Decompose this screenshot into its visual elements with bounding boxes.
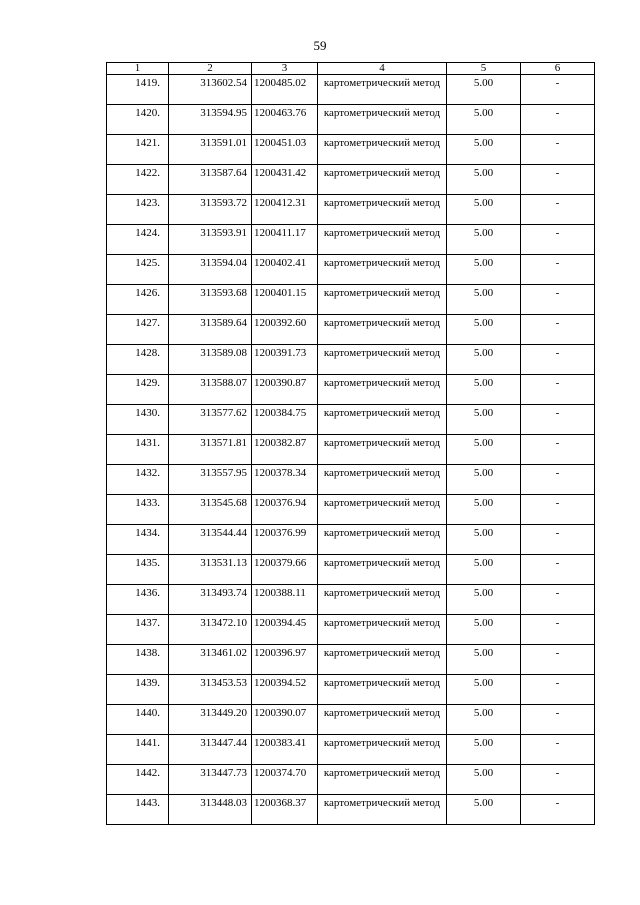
table-row xyxy=(107,165,595,195)
header-col-1: 1 xyxy=(107,63,169,75)
cell-method: картометрический метод xyxy=(318,435,447,465)
table-row xyxy=(107,195,595,225)
cell-note: - xyxy=(521,225,595,255)
table-row xyxy=(107,675,595,705)
cell-coord-y: 1200412.31 xyxy=(252,195,318,225)
cell-point-number: 1442. xyxy=(107,765,169,795)
cell-coord-x: 313544.44 xyxy=(169,525,252,555)
cell-coord-x: 313571.81 xyxy=(169,435,252,465)
cell-coord-x: 313589.08 xyxy=(169,345,252,375)
cell-method: картометрический метод xyxy=(318,195,447,225)
cell-coord-y: 1200379.66 xyxy=(252,555,318,585)
cell-point-number: 1421. xyxy=(107,135,169,165)
table-header-row xyxy=(107,63,595,75)
cell-accuracy: 5.00 xyxy=(447,75,521,105)
cell-method: картометрический метод xyxy=(318,105,447,135)
cell-accuracy: 5.00 xyxy=(447,645,521,675)
cell-coord-x: 313472.10 xyxy=(169,615,252,645)
cell-note: - xyxy=(521,735,595,765)
cell-point-number: 1440. xyxy=(107,705,169,735)
cell-note: - xyxy=(521,405,595,435)
table-row xyxy=(107,255,595,285)
table-row xyxy=(107,735,595,765)
table-body xyxy=(107,75,595,825)
cell-note: - xyxy=(521,375,595,405)
table-row xyxy=(107,75,595,105)
table-row xyxy=(107,285,595,315)
cell-point-number: 1430. xyxy=(107,405,169,435)
cell-coord-y: 1200376.94 xyxy=(252,495,318,525)
cell-accuracy: 5.00 xyxy=(447,765,521,795)
table-row xyxy=(107,645,595,675)
cell-note: - xyxy=(521,165,595,195)
table-row xyxy=(107,405,595,435)
cell-coord-y: 1200451.03 xyxy=(252,135,318,165)
cell-coord-x: 313461.02 xyxy=(169,645,252,675)
cell-coord-x: 313602.54 xyxy=(169,75,252,105)
cell-point-number: 1433. xyxy=(107,495,169,525)
cell-coord-y: 1200394.45 xyxy=(252,615,318,645)
cell-note: - xyxy=(521,255,595,285)
cell-accuracy: 5.00 xyxy=(447,225,521,255)
cell-point-number: 1434. xyxy=(107,525,169,555)
cell-point-number: 1419. xyxy=(107,75,169,105)
cell-method: картометрический метод xyxy=(318,405,447,435)
cell-note: - xyxy=(521,315,595,345)
cell-point-number: 1422. xyxy=(107,165,169,195)
cell-accuracy: 5.00 xyxy=(447,105,521,135)
cell-method: картометрический метод xyxy=(318,795,447,825)
cell-note: - xyxy=(521,135,595,165)
table-row xyxy=(107,525,595,555)
cell-point-number: 1423. xyxy=(107,195,169,225)
cell-note: - xyxy=(521,75,595,105)
cell-coord-y: 1200382.87 xyxy=(252,435,318,465)
cell-coord-x: 313531.13 xyxy=(169,555,252,585)
cell-method: картометрический метод xyxy=(318,735,447,765)
cell-coord-y: 1200401.15 xyxy=(252,285,318,315)
header-col-3: 3 xyxy=(252,63,318,75)
cell-accuracy: 5.00 xyxy=(447,615,521,645)
header-col-5: 5 xyxy=(447,63,521,75)
cell-point-number: 1425. xyxy=(107,255,169,285)
cell-coord-y: 1200383.41 xyxy=(252,735,318,765)
table-row xyxy=(107,135,595,165)
cell-accuracy: 5.00 xyxy=(447,405,521,435)
cell-method: картометрический метод xyxy=(318,75,447,105)
cell-accuracy: 5.00 xyxy=(447,795,521,825)
cell-method: картометрический метод xyxy=(318,585,447,615)
cell-method: картометрический метод xyxy=(318,135,447,165)
table-row xyxy=(107,465,595,495)
cell-coord-x: 313545.68 xyxy=(169,495,252,525)
cell-coord-y: 1200374.70 xyxy=(252,765,318,795)
cell-accuracy: 5.00 xyxy=(447,495,521,525)
cell-method: картометрический метод xyxy=(318,315,447,345)
cell-accuracy: 5.00 xyxy=(447,585,521,615)
cell-note: - xyxy=(521,765,595,795)
cell-note: - xyxy=(521,645,595,675)
cell-note: - xyxy=(521,795,595,825)
cell-note: - xyxy=(521,435,595,465)
cell-coord-y: 1200390.07 xyxy=(252,705,318,735)
table-row xyxy=(107,495,595,525)
cell-note: - xyxy=(521,555,595,585)
cell-method: картометрический метод xyxy=(318,375,447,405)
cell-coord-x: 313449.20 xyxy=(169,705,252,735)
cell-note: - xyxy=(521,585,595,615)
cell-coord-x: 313593.91 xyxy=(169,225,252,255)
table-row xyxy=(107,315,595,345)
cell-method: картометрический метод xyxy=(318,225,447,255)
cell-method: картометрический метод xyxy=(318,675,447,705)
cell-coord-y: 1200384.75 xyxy=(252,405,318,435)
table-row xyxy=(107,435,595,465)
table-row xyxy=(107,585,595,615)
cell-coord-x: 313557.95 xyxy=(169,465,252,495)
cell-coord-x: 313593.68 xyxy=(169,285,252,315)
cell-method: картометрический метод xyxy=(318,255,447,285)
cell-note: - xyxy=(521,105,595,135)
cell-coord-x: 313594.04 xyxy=(169,255,252,285)
cell-coord-x: 313589.64 xyxy=(169,315,252,345)
cell-method: картометрический метод xyxy=(318,495,447,525)
cell-coord-x: 313594.95 xyxy=(169,105,252,135)
cell-accuracy: 5.00 xyxy=(447,195,521,225)
cell-point-number: 1427. xyxy=(107,315,169,345)
cell-point-number: 1432. xyxy=(107,465,169,495)
cell-point-number: 1426. xyxy=(107,285,169,315)
cell-coord-x: 313493.74 xyxy=(169,585,252,615)
cell-note: - xyxy=(521,615,595,645)
cell-coord-y: 1200390.87 xyxy=(252,375,318,405)
cell-coord-y: 1200392.60 xyxy=(252,315,318,345)
cell-note: - xyxy=(521,675,595,705)
cell-accuracy: 5.00 xyxy=(447,315,521,345)
cell-note: - xyxy=(521,705,595,735)
table-row xyxy=(107,105,595,135)
cell-point-number: 1435. xyxy=(107,555,169,585)
cell-point-number: 1441. xyxy=(107,735,169,765)
cell-coord-x: 313453.53 xyxy=(169,675,252,705)
cell-method: картометрический метод xyxy=(318,285,447,315)
cell-note: - xyxy=(521,195,595,225)
cell-coord-y: 1200376.99 xyxy=(252,525,318,555)
table-row xyxy=(107,615,595,645)
cell-method: картометрический метод xyxy=(318,645,447,675)
cell-accuracy: 5.00 xyxy=(447,555,521,585)
cell-coord-x: 313447.73 xyxy=(169,765,252,795)
cell-note: - xyxy=(521,285,595,315)
table-row xyxy=(107,345,595,375)
table-row xyxy=(107,705,595,735)
cell-method: картометрический метод xyxy=(318,705,447,735)
cell-point-number: 1437. xyxy=(107,615,169,645)
cell-coord-y: 1200378.34 xyxy=(252,465,318,495)
cell-accuracy: 5.00 xyxy=(447,435,521,465)
page-number: 59 xyxy=(313,38,327,53)
cell-method: картометрический метод xyxy=(318,525,447,555)
header-col-2: 2 xyxy=(169,63,252,75)
cell-coord-y: 1200391.73 xyxy=(252,345,318,375)
cell-method: картометрический метод xyxy=(318,345,447,375)
cell-coord-x: 313588.07 xyxy=(169,375,252,405)
cell-coord-x: 313593.72 xyxy=(169,195,252,225)
cell-coord-y: 1200368.37 xyxy=(252,795,318,825)
cell-accuracy: 5.00 xyxy=(447,705,521,735)
cell-coord-y: 1200463.76 xyxy=(252,105,318,135)
cell-coord-y: 1200394.52 xyxy=(252,675,318,705)
cell-accuracy: 5.00 xyxy=(447,375,521,405)
cell-coord-y: 1200402.41 xyxy=(252,255,318,285)
cell-coord-x: 313448.03 xyxy=(169,795,252,825)
cell-note: - xyxy=(521,345,595,375)
cell-method: картометрический метод xyxy=(318,615,447,645)
cell-note: - xyxy=(521,465,595,495)
cell-note: - xyxy=(521,495,595,525)
cell-accuracy: 5.00 xyxy=(447,525,521,555)
cell-accuracy: 5.00 xyxy=(447,255,521,285)
cell-accuracy: 5.00 xyxy=(447,465,521,495)
cell-point-number: 1439. xyxy=(107,675,169,705)
cell-coord-y: 1200485.02 xyxy=(252,75,318,105)
cell-point-number: 1429. xyxy=(107,375,169,405)
cell-coord-x: 313587.64 xyxy=(169,165,252,195)
table-row xyxy=(107,555,595,585)
cell-coord-y: 1200431.42 xyxy=(252,165,318,195)
cell-method: картометрический метод xyxy=(318,765,447,795)
table-row xyxy=(107,765,595,795)
header-col-6: 6 xyxy=(521,63,595,75)
cell-method: картометрический метод xyxy=(318,555,447,585)
cell-coord-x: 313447.44 xyxy=(169,735,252,765)
cell-coord-y: 1200388.11 xyxy=(252,585,318,615)
cell-point-number: 1420. xyxy=(107,105,169,135)
cell-method: картометрический метод xyxy=(318,165,447,195)
cell-method: картометрический метод xyxy=(318,465,447,495)
cell-accuracy: 5.00 xyxy=(447,675,521,705)
cell-coord-y: 1200411.17 xyxy=(252,225,318,255)
cell-accuracy: 5.00 xyxy=(447,165,521,195)
cell-accuracy: 5.00 xyxy=(447,345,521,375)
cell-coord-x: 313577.62 xyxy=(169,405,252,435)
cell-point-number: 1436. xyxy=(107,585,169,615)
cell-accuracy: 5.00 xyxy=(447,135,521,165)
table-row xyxy=(107,225,595,255)
cell-accuracy: 5.00 xyxy=(447,735,521,765)
cell-point-number: 1443. xyxy=(107,795,169,825)
table-row xyxy=(107,375,595,405)
table-row xyxy=(107,795,595,825)
cell-point-number: 1424. xyxy=(107,225,169,255)
cell-accuracy: 5.00 xyxy=(447,285,521,315)
cell-note: - xyxy=(521,525,595,555)
coordinates-table xyxy=(106,62,595,825)
header-col-4: 4 xyxy=(318,63,447,75)
cell-point-number: 1438. xyxy=(107,645,169,675)
cell-point-number: 1428. xyxy=(107,345,169,375)
cell-coord-x: 313591.01 xyxy=(169,135,252,165)
cell-point-number: 1431. xyxy=(107,435,169,465)
cell-coord-y: 1200396.97 xyxy=(252,645,318,675)
